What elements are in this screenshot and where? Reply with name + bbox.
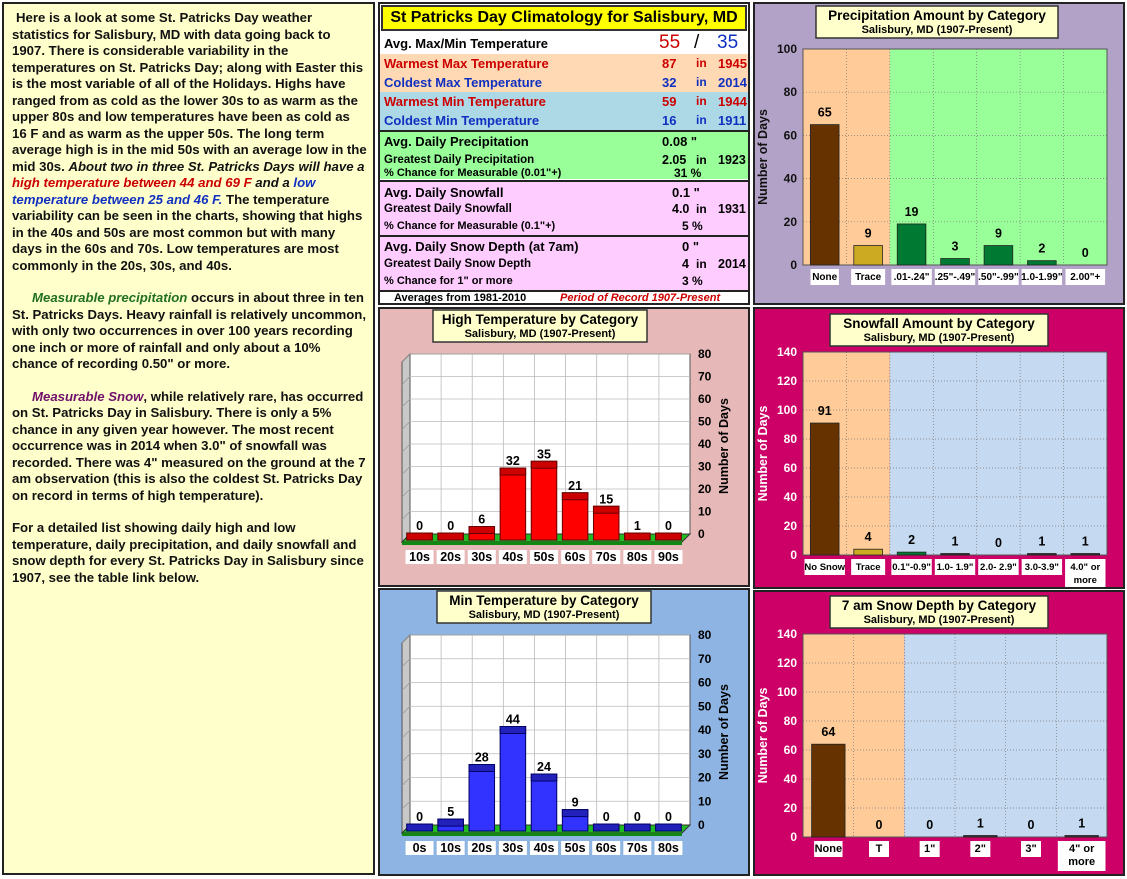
row-label: Coldest Max Temperature <box>384 75 542 90</box>
bar <box>897 224 926 265</box>
category-label: No Snow <box>804 562 846 573</box>
data-label: 0 <box>994 536 1002 550</box>
snowfall-chart <box>755 309 1123 587</box>
bar <box>500 727 526 832</box>
row-label: Greatest Daily Snow Depth <box>384 258 531 270</box>
category-label: 10s <box>409 550 430 564</box>
avg-temp-row <box>380 32 748 54</box>
y-tick-label: 70 <box>698 651 712 666</box>
row-label: Avg. Daily Snow Depth (at 7am) <box>384 239 579 254</box>
row-label: % Chance for 1" or more <box>384 275 513 287</box>
category-label: 30s <box>502 841 524 855</box>
depth-max-row <box>380 257 748 274</box>
floor-edge <box>402 833 682 836</box>
y-tick-label: 80 <box>783 432 797 446</box>
data-label: 0 <box>875 818 883 832</box>
category-label: 4" or <box>1068 843 1095 855</box>
table-title: St Patricks Day Climatology for Salisbury, MD <box>381 5 747 31</box>
data-label: 24 <box>537 760 551 774</box>
row-year: 1945 <box>718 56 747 71</box>
data-label: 15 <box>599 492 614 507</box>
data-label: 1 <box>1081 534 1089 549</box>
category-label: 40s <box>502 550 524 564</box>
y-tick-label: 20 <box>698 770 712 785</box>
y-tick-label: 50 <box>698 414 712 429</box>
row-year: 2014 <box>718 257 746 271</box>
data-label: 0 <box>633 810 641 824</box>
chart-subtitle: Salisbury, MD (1907-Present) <box>863 332 1015 344</box>
bar <box>812 744 845 837</box>
y-tick-label: 100 <box>776 42 797 56</box>
footer-averages: Averages from 1981-2010 <box>394 292 527 304</box>
in-word: in <box>696 56 707 70</box>
row-label: Coldest Min Temperature <box>384 113 540 128</box>
snow-depth-panel <box>753 590 1125 876</box>
y-tick-label: 100 <box>776 685 797 699</box>
high-range-text: high temperature between 44 and 69 F <box>12 175 252 190</box>
bar-top <box>500 727 526 734</box>
category-label: 20s <box>471 841 493 855</box>
avg-min-value: 35 <box>717 32 739 53</box>
narrative-text: The temperature variability can be seen in the charts, showing that highs in the 40s and 50s are most common but with many days in the 60s and 70s. Low temperatures are most commonly in the 20s, 30s, and 40s. <box>12 191 363 273</box>
footer-period: Period of Record 1907-Present <box>560 292 721 304</box>
category-label: 3" <box>1025 843 1037 855</box>
category-label: 2.00"+ <box>1070 272 1101 283</box>
y-tick-label: 140 <box>776 345 797 359</box>
bar <box>984 246 1013 265</box>
data-label: 1 <box>1078 816 1086 831</box>
narrative-text: Here is a look at some St. Patricks Day weather statistics for Salisbury, MD with data going back to 1907. There is considerable variability in the temperatures on St. Patricks Day; along with Easter this is the most variable of all of the Holidays. Highs have ranged from as cold as the lower 30s to as warm as the upper 80s and low temperatures have been as cold as 16 F and as warm as the upper 50s. The long term average high is in the mid 50s with an average low in the mid 30s. <box>12 10 367 174</box>
row-label: Warmest Max Temperature <box>384 56 549 71</box>
in-word: in <box>696 113 707 127</box>
y-tick-label: 120 <box>776 374 797 388</box>
data-label: 0 <box>447 519 455 533</box>
narrative-text: occurs in about three in ten St. Patricks Days. Heavy rainfall is relatively uncommon, with only two occurrences in over 100 years recording one inch or more of rainfall and only about a 10% chance of recording 0.50" or more. <box>12 290 367 371</box>
row-value: 16 <box>662 113 677 128</box>
bar-top <box>531 461 557 468</box>
category-label: 60s <box>595 841 617 855</box>
depth-pct-row <box>380 274 748 290</box>
category-label: more <box>1068 856 1096 868</box>
row-label: Warmest Min Temperature <box>384 94 546 109</box>
warmest-min-row <box>380 92 748 111</box>
y-tick-label: 20 <box>698 482 712 496</box>
bar <box>469 765 495 832</box>
category-label: 0.1"-0.9" <box>892 562 931 573</box>
table-footer <box>380 292 748 305</box>
y-tick-label: 20 <box>783 214 797 229</box>
bar-top <box>625 533 651 540</box>
data-label: 0 <box>416 519 424 533</box>
depth-avg-row <box>380 237 748 257</box>
row-year: 1911 <box>718 113 747 128</box>
data-label: 28 <box>474 750 489 765</box>
snow-depth-chart <box>755 592 1123 874</box>
category-label: 60s <box>564 550 586 564</box>
category-label: 1" <box>923 843 936 855</box>
data-label: 44 <box>505 712 520 727</box>
min-temp-chart <box>380 590 748 874</box>
category-label: 10s <box>440 841 462 855</box>
bar-top <box>438 533 464 540</box>
bar-top <box>562 810 588 817</box>
category-label: 1.0- 1.9" <box>936 562 974 573</box>
narrative-paragraph-2 <box>12 290 367 373</box>
category-label: 80s <box>626 550 648 564</box>
y-tick-label: 10 <box>698 794 712 809</box>
coldest-min-row <box>380 111 748 130</box>
bar <box>964 836 997 838</box>
y-tick-label: 60 <box>698 392 712 406</box>
y-tick-label: 30 <box>698 746 712 761</box>
y-tick-label: 100 <box>776 403 797 417</box>
high-temp-panel <box>378 307 750 587</box>
snow-max-row <box>380 202 748 219</box>
row-label: Greatest Daily Precipitation <box>384 154 535 166</box>
data-label: 65 <box>817 105 832 120</box>
category-label: 2.0- 2.9" <box>980 562 1017 573</box>
category-label: .01-.24" <box>893 272 930 283</box>
y-tick-label: 0 <box>790 258 797 272</box>
bar <box>941 554 970 556</box>
row-value: 0.1 " <box>672 185 700 200</box>
data-label: 32 <box>505 454 520 468</box>
row-year: 2014 <box>718 75 747 90</box>
bar <box>1071 554 1100 556</box>
y-tick-label: 120 <box>776 656 797 670</box>
in-word: in <box>696 75 707 89</box>
data-label: 21 <box>568 478 583 493</box>
category-label: 90s <box>658 550 679 564</box>
y-tick-label: 0 <box>790 830 797 844</box>
coldest-max-row <box>380 73 748 92</box>
category-label: 3.0-3.9" <box>1024 562 1059 573</box>
data-label: 64 <box>821 725 836 740</box>
avg-slash: / <box>694 32 700 53</box>
y-tick-label: 40 <box>698 723 712 737</box>
narrative-paragraph-4 <box>12 520 367 586</box>
bar-top <box>625 824 651 831</box>
avg-max-value: 55 <box>659 32 681 53</box>
narrative-text: , while relatively rare, has occurred on St. Patricks Day in Salisbury. There is only a 5% chance in any given year however. The most recent occurrence was in 2014 when 3.0" of snowfall was recorded. There was 4" measured on the ground at the 7 am observation (this is also the coldest St. Patricks Day on record in terms of high temperature). <box>12 388 366 503</box>
bar <box>854 549 883 555</box>
data-label: 6 <box>478 512 486 527</box>
bar <box>1065 836 1098 838</box>
narrative-paragraph-1 <box>12 10 367 274</box>
high-temp-chart <box>380 309 748 585</box>
row-value: 5 % <box>682 219 703 233</box>
bar-top <box>407 533 433 540</box>
data-label: 0 <box>416 810 424 824</box>
snow-pct-row <box>380 219 748 235</box>
in-word: in <box>696 153 707 167</box>
data-label: 1 <box>951 534 959 549</box>
measurable-snow-text: Measurable Snow <box>32 388 144 404</box>
narrative-text: For a detailed list showing daily high and low temperature, daily precipitation, and daily snowfall and snow depth for every St. Patricks Day in Salisbury since 1907, see the table link below. <box>12 520 364 585</box>
plot-zone <box>890 352 1107 555</box>
category-label: .25"-.49" <box>934 272 976 283</box>
snow-avg-row <box>380 182 748 202</box>
data-label: 1 <box>1038 534 1046 549</box>
row-value: 59 <box>662 94 677 109</box>
row-label: Avg. Daily Snowfall <box>384 185 504 200</box>
bar <box>500 468 526 540</box>
y-tick-label: 70 <box>698 369 712 384</box>
category-label: 20s <box>440 550 462 564</box>
data-label: 0 <box>1081 246 1089 260</box>
row-label: Avg. Daily Precipitation <box>384 134 529 149</box>
category-label: more <box>1073 575 1097 586</box>
row-label: % Chance for Measurable (0.01"+) <box>384 167 562 179</box>
y-tick-label: 20 <box>783 801 797 815</box>
precip-avg-row <box>380 132 748 152</box>
category-label: 4.0" or <box>1070 562 1101 573</box>
row-value: 31 % <box>674 166 702 180</box>
category-label: 70s <box>626 841 648 855</box>
row-label: Avg. Max/Min Temperature <box>384 36 548 51</box>
data-label: 2 <box>908 533 916 548</box>
narrative-text-italic: About two in three St. Patricks Days will have a <box>68 158 365 174</box>
category-label: 70s <box>595 550 617 564</box>
row-year: 1931 <box>718 202 746 216</box>
bar-top <box>656 824 682 831</box>
bar-top <box>593 506 619 513</box>
category-label: 80s <box>658 841 679 855</box>
y-tick-label: 60 <box>783 461 797 475</box>
y-axis-label: Number of Days <box>756 687 770 784</box>
bar-top <box>500 468 526 475</box>
bar-top <box>531 774 557 781</box>
category-label: 30s <box>471 550 493 564</box>
bar-top <box>562 493 588 500</box>
category-label: Trace <box>855 272 882 283</box>
in-word: in <box>696 202 707 216</box>
row-year: 1923 <box>718 153 746 167</box>
row-value: 2.05 <box>662 153 687 167</box>
category-label: 50s <box>564 841 586 855</box>
warmest-max-row <box>380 54 748 73</box>
data-label: 9 <box>994 226 1002 241</box>
chart-subtitle: Salisbury, MD (1907-Present) <box>464 328 616 340</box>
category-label: Trace <box>855 562 881 573</box>
bar <box>854 246 883 265</box>
climatology-table <box>378 2 750 305</box>
row-value: 87 <box>662 56 677 71</box>
y-tick-label: 80 <box>783 714 797 728</box>
bar-top <box>469 527 495 534</box>
precip-pct-row-text <box>380 163 748 180</box>
category-label: 0s <box>412 841 427 855</box>
chart-title: 7 am Snow Depth by Category <box>841 598 1037 613</box>
y-tick-label: 50 <box>698 699 712 714</box>
floor-edge <box>402 542 682 545</box>
row-label: Greatest Daily Snowfall <box>384 203 512 215</box>
bar <box>1028 261 1057 265</box>
chart-title: High Temperature by Category <box>441 312 639 327</box>
data-label: 4 <box>864 530 872 545</box>
in-word: in <box>696 94 707 108</box>
y-tick-label: 80 <box>698 347 712 361</box>
measurable-precip-text: Measurable precipitation <box>32 290 188 305</box>
bar <box>941 259 970 265</box>
row-label: % Chance for Measurable (0.1"+) <box>384 220 556 232</box>
bar-top <box>407 824 433 831</box>
row-value: 4 <box>682 257 689 271</box>
data-label: 1 <box>633 519 641 533</box>
category-label: T <box>875 843 883 855</box>
category-label: .50"-.99" <box>978 272 1019 283</box>
data-label: 1 <box>976 816 984 831</box>
y-tick-label: 0 <box>698 527 705 541</box>
chart-title: Min Temperature by Category <box>449 593 639 608</box>
data-label: 3 <box>951 239 959 254</box>
chart-title: Precipitation Amount by Category <box>828 8 1046 23</box>
data-label: 0 <box>664 519 672 533</box>
y-tick-label: 0 <box>790 548 797 562</box>
y-axis-label: Number of Days <box>756 109 770 205</box>
data-label: 0 <box>664 810 672 824</box>
row-value: 3 % <box>682 274 703 288</box>
data-label: 19 <box>904 204 919 219</box>
y-tick-label: 20 <box>783 519 797 533</box>
y-tick-label: 40 <box>783 490 797 504</box>
category-label: 1.0-1.99" <box>1021 272 1063 283</box>
data-label: 9 <box>571 795 579 810</box>
y-axis-label: Number of Days <box>717 684 731 780</box>
category-label: 2" <box>974 843 987 855</box>
bar <box>531 461 557 540</box>
chart-title: Snowfall Amount by Category <box>843 316 1035 331</box>
category-label: 50s <box>533 550 555 564</box>
bar-top <box>593 824 619 831</box>
precip-panel <box>753 2 1125 305</box>
y-tick-label: 40 <box>783 171 797 186</box>
bar-top <box>469 765 495 772</box>
narrative-text-italic: and a <box>251 175 294 190</box>
data-label: 5 <box>447 805 455 820</box>
row-value: 0.08 " <box>662 134 698 149</box>
in-word: in <box>696 257 707 271</box>
row-year: 1944 <box>718 94 747 109</box>
data-label: 91 <box>817 404 832 419</box>
chart-subtitle: Salisbury, MD (1907-Present) <box>863 614 1015 626</box>
bar <box>810 423 839 555</box>
y-axis-label: Number of Days <box>756 405 770 502</box>
category-label: None <box>814 843 843 855</box>
bar <box>1028 554 1057 556</box>
row-value: 4.0 <box>672 202 690 216</box>
category-label: None <box>812 272 838 283</box>
snowfall-panel <box>753 307 1125 589</box>
precip-chart <box>755 4 1123 303</box>
bar-top <box>438 819 464 826</box>
data-label: 0 <box>926 818 934 832</box>
data-label: 35 <box>537 447 551 462</box>
y-tick-label: 60 <box>783 128 797 143</box>
chart-subtitle: Salisbury, MD (1907-Present) <box>861 24 1013 36</box>
data-label: 0 <box>1027 818 1035 832</box>
bar <box>810 125 839 265</box>
y-tick-label: 0 <box>698 818 705 832</box>
bar <box>531 774 557 831</box>
narrative-panel <box>2 2 375 875</box>
bar-top <box>656 533 682 540</box>
bar <box>897 552 926 555</box>
y-tick-label: 140 <box>776 627 797 641</box>
min-temp-panel <box>378 588 750 876</box>
y-tick-label: 40 <box>698 437 712 451</box>
y-tick-label: 60 <box>783 743 797 757</box>
row-value: 32 <box>662 75 677 90</box>
y-tick-label: 60 <box>698 675 712 690</box>
row-value: 0 " <box>682 239 700 254</box>
y-tick-label: 10 <box>698 504 712 519</box>
y-tick-label: 40 <box>783 772 797 786</box>
chart-subtitle: Salisbury, MD (1907-Present) <box>468 609 620 621</box>
data-label: 2 <box>1038 241 1046 256</box>
y-tick-label: 80 <box>783 85 797 100</box>
narrative-paragraph-3 <box>12 389 367 505</box>
low-range-text: low temperature between 25 and 46 F. <box>12 175 316 207</box>
data-label: 9 <box>864 226 872 241</box>
y-tick-label: 30 <box>698 459 712 474</box>
data-label: 0 <box>602 810 610 824</box>
y-tick-label: 80 <box>698 628 712 642</box>
y-axis-label: Number of Days <box>717 398 731 494</box>
category-label: 40s <box>533 841 555 855</box>
